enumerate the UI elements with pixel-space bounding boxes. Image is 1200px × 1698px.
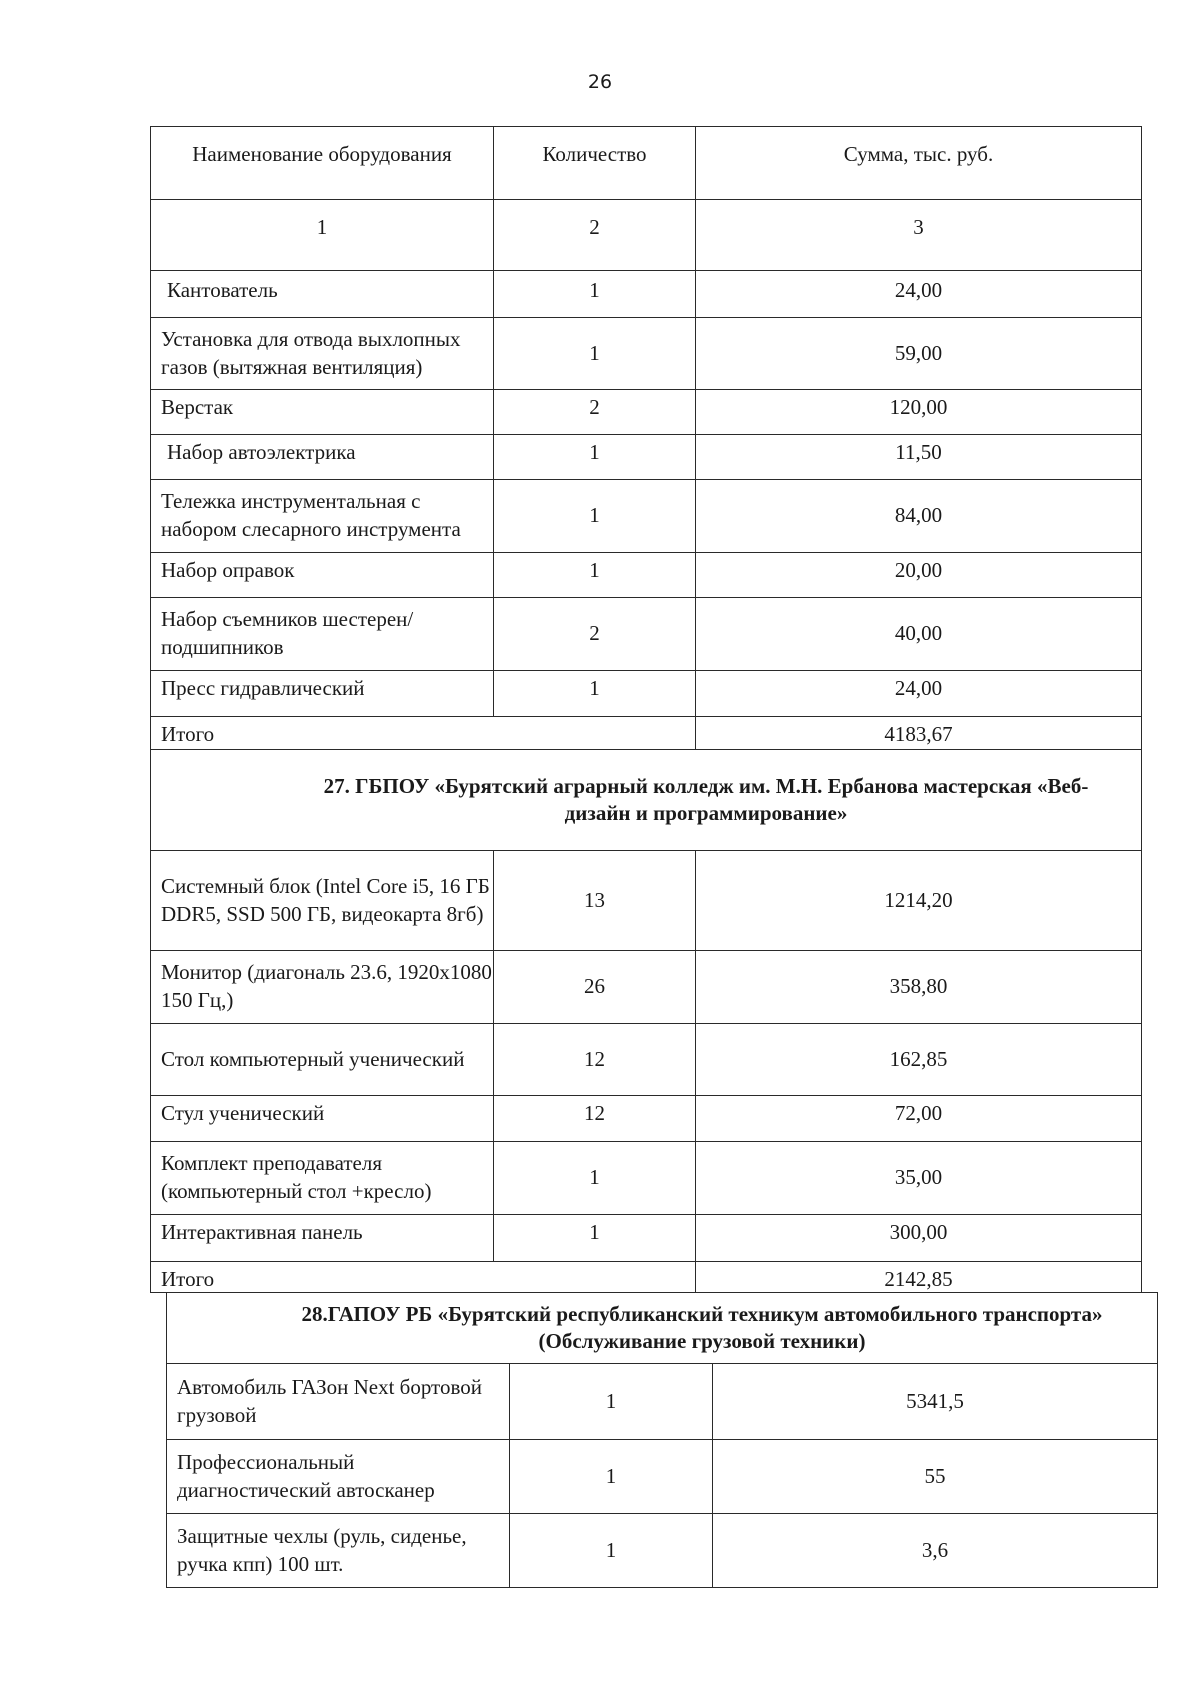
row-sum: 59,00 [695,317,1142,390]
row-sum: 40,00 [695,597,1142,671]
section-title-27 [150,749,1142,851]
row-sum: 24,00 [695,670,1142,717]
row-qty: 1 [493,1141,696,1215]
row-qty: 12 [493,1023,696,1096]
row-sum: 300,00 [695,1214,1142,1262]
row-qty: 1 [493,1214,696,1262]
header-num-3: 3 [695,199,1142,271]
row-sum: 72,00 [695,1095,1142,1142]
row-name: Монитор (диагональ 23.6, 1920x1080 150 Гц,) [150,950,494,1024]
section-title-line: 28.ГАПОУ РБ «Бурятский республиканский техникум автомобильного транспорта» [301,1301,1103,1326]
section-title-28 [166,1292,1158,1364]
total-value: 2142,85 [695,1261,1142,1293]
row-sum: 20,00 [695,552,1142,598]
row-sum: 11,50 [695,434,1142,480]
row-sum: 3,6 [712,1513,1158,1588]
section-title-line: 27. ГБПОУ «Бурятский аграрный колледж им. М.Н. Ербанова мастерская «Веб- [323,773,1089,798]
row-name: Профессиональный диагностический автосканер [166,1439,510,1514]
row-qty: 2 [493,597,696,671]
row-name: Тележка инструментальная с набором слесарного инструмента [150,479,494,553]
total-value: 4183,67 [695,716,1142,750]
row-sum: 55 [712,1439,1158,1514]
row-qty: 1 [509,1439,713,1514]
total-label: Итого [150,716,696,750]
row-qty: 1 [493,317,696,390]
section-title-line: (Обслуживание грузовой техники) [538,1329,866,1353]
row-qty: 2 [493,389,696,435]
row-sum: 84,00 [695,479,1142,553]
row-name: Набор оправок [150,552,494,598]
row-name: Комплект преподавателя (компьютерный стол +кресло) [150,1141,494,1215]
row-qty: 13 [493,850,696,951]
header-col-name: Наименование оборудования [150,126,494,200]
header-col-qty: Количество [493,126,696,200]
row-sum: 35,00 [695,1141,1142,1215]
row-qty: 1 [493,670,696,717]
row-sum: 24,00 [695,270,1142,318]
row-name: Набор автоэлектрика [150,434,494,480]
row-name: Пресс гидравлический [150,670,494,717]
page-number: 26 [587,71,613,93]
row-qty: 26 [493,950,696,1024]
row-name: Автомобиль ГАЗон Next бортовой грузовой [166,1363,510,1440]
row-qty: 1 [493,434,696,480]
row-qty: 1 [493,270,696,318]
row-sum: 120,00 [695,389,1142,435]
row-name: Интерактивная панель [150,1214,494,1262]
row-name: Стол компьютерный ученический [150,1023,494,1096]
row-name: Набор съемников шестерен/подшипников [150,597,494,671]
row-sum: 5341,5 [712,1363,1158,1440]
row-name: Установка для отвода выхлопных газов (вытяжная вентиляция) [150,317,494,390]
row-qty: 1 [509,1363,713,1440]
row-name: Защитные чехлы (руль, сиденье, ручка кпп) 100 шт. [166,1513,510,1588]
header-num-2: 2 [493,199,696,271]
row-qty: 1 [493,479,696,553]
total-label: Итого [150,1261,696,1293]
row-qty: 1 [493,552,696,598]
row-sum: 1214,20 [695,850,1142,951]
row-sum: 162,85 [695,1023,1142,1096]
row-sum: 358,80 [695,950,1142,1024]
header-col-sum: Сумма, тыс. руб. [695,126,1142,200]
header-num-1: 1 [150,199,494,271]
row-qty: 1 [509,1513,713,1588]
row-name: Системный блок (Intel Core i5, 16 ГБ DDR5, SSD 500 ГБ, видеокарта 8гб) [150,850,494,951]
section-title-line: дизайн и программирование» [564,801,848,825]
row-qty: 12 [493,1095,696,1142]
row-name: Стул ученический [150,1095,494,1142]
row-name: Кантователь [150,270,494,318]
row-name: Верстак [150,389,494,435]
